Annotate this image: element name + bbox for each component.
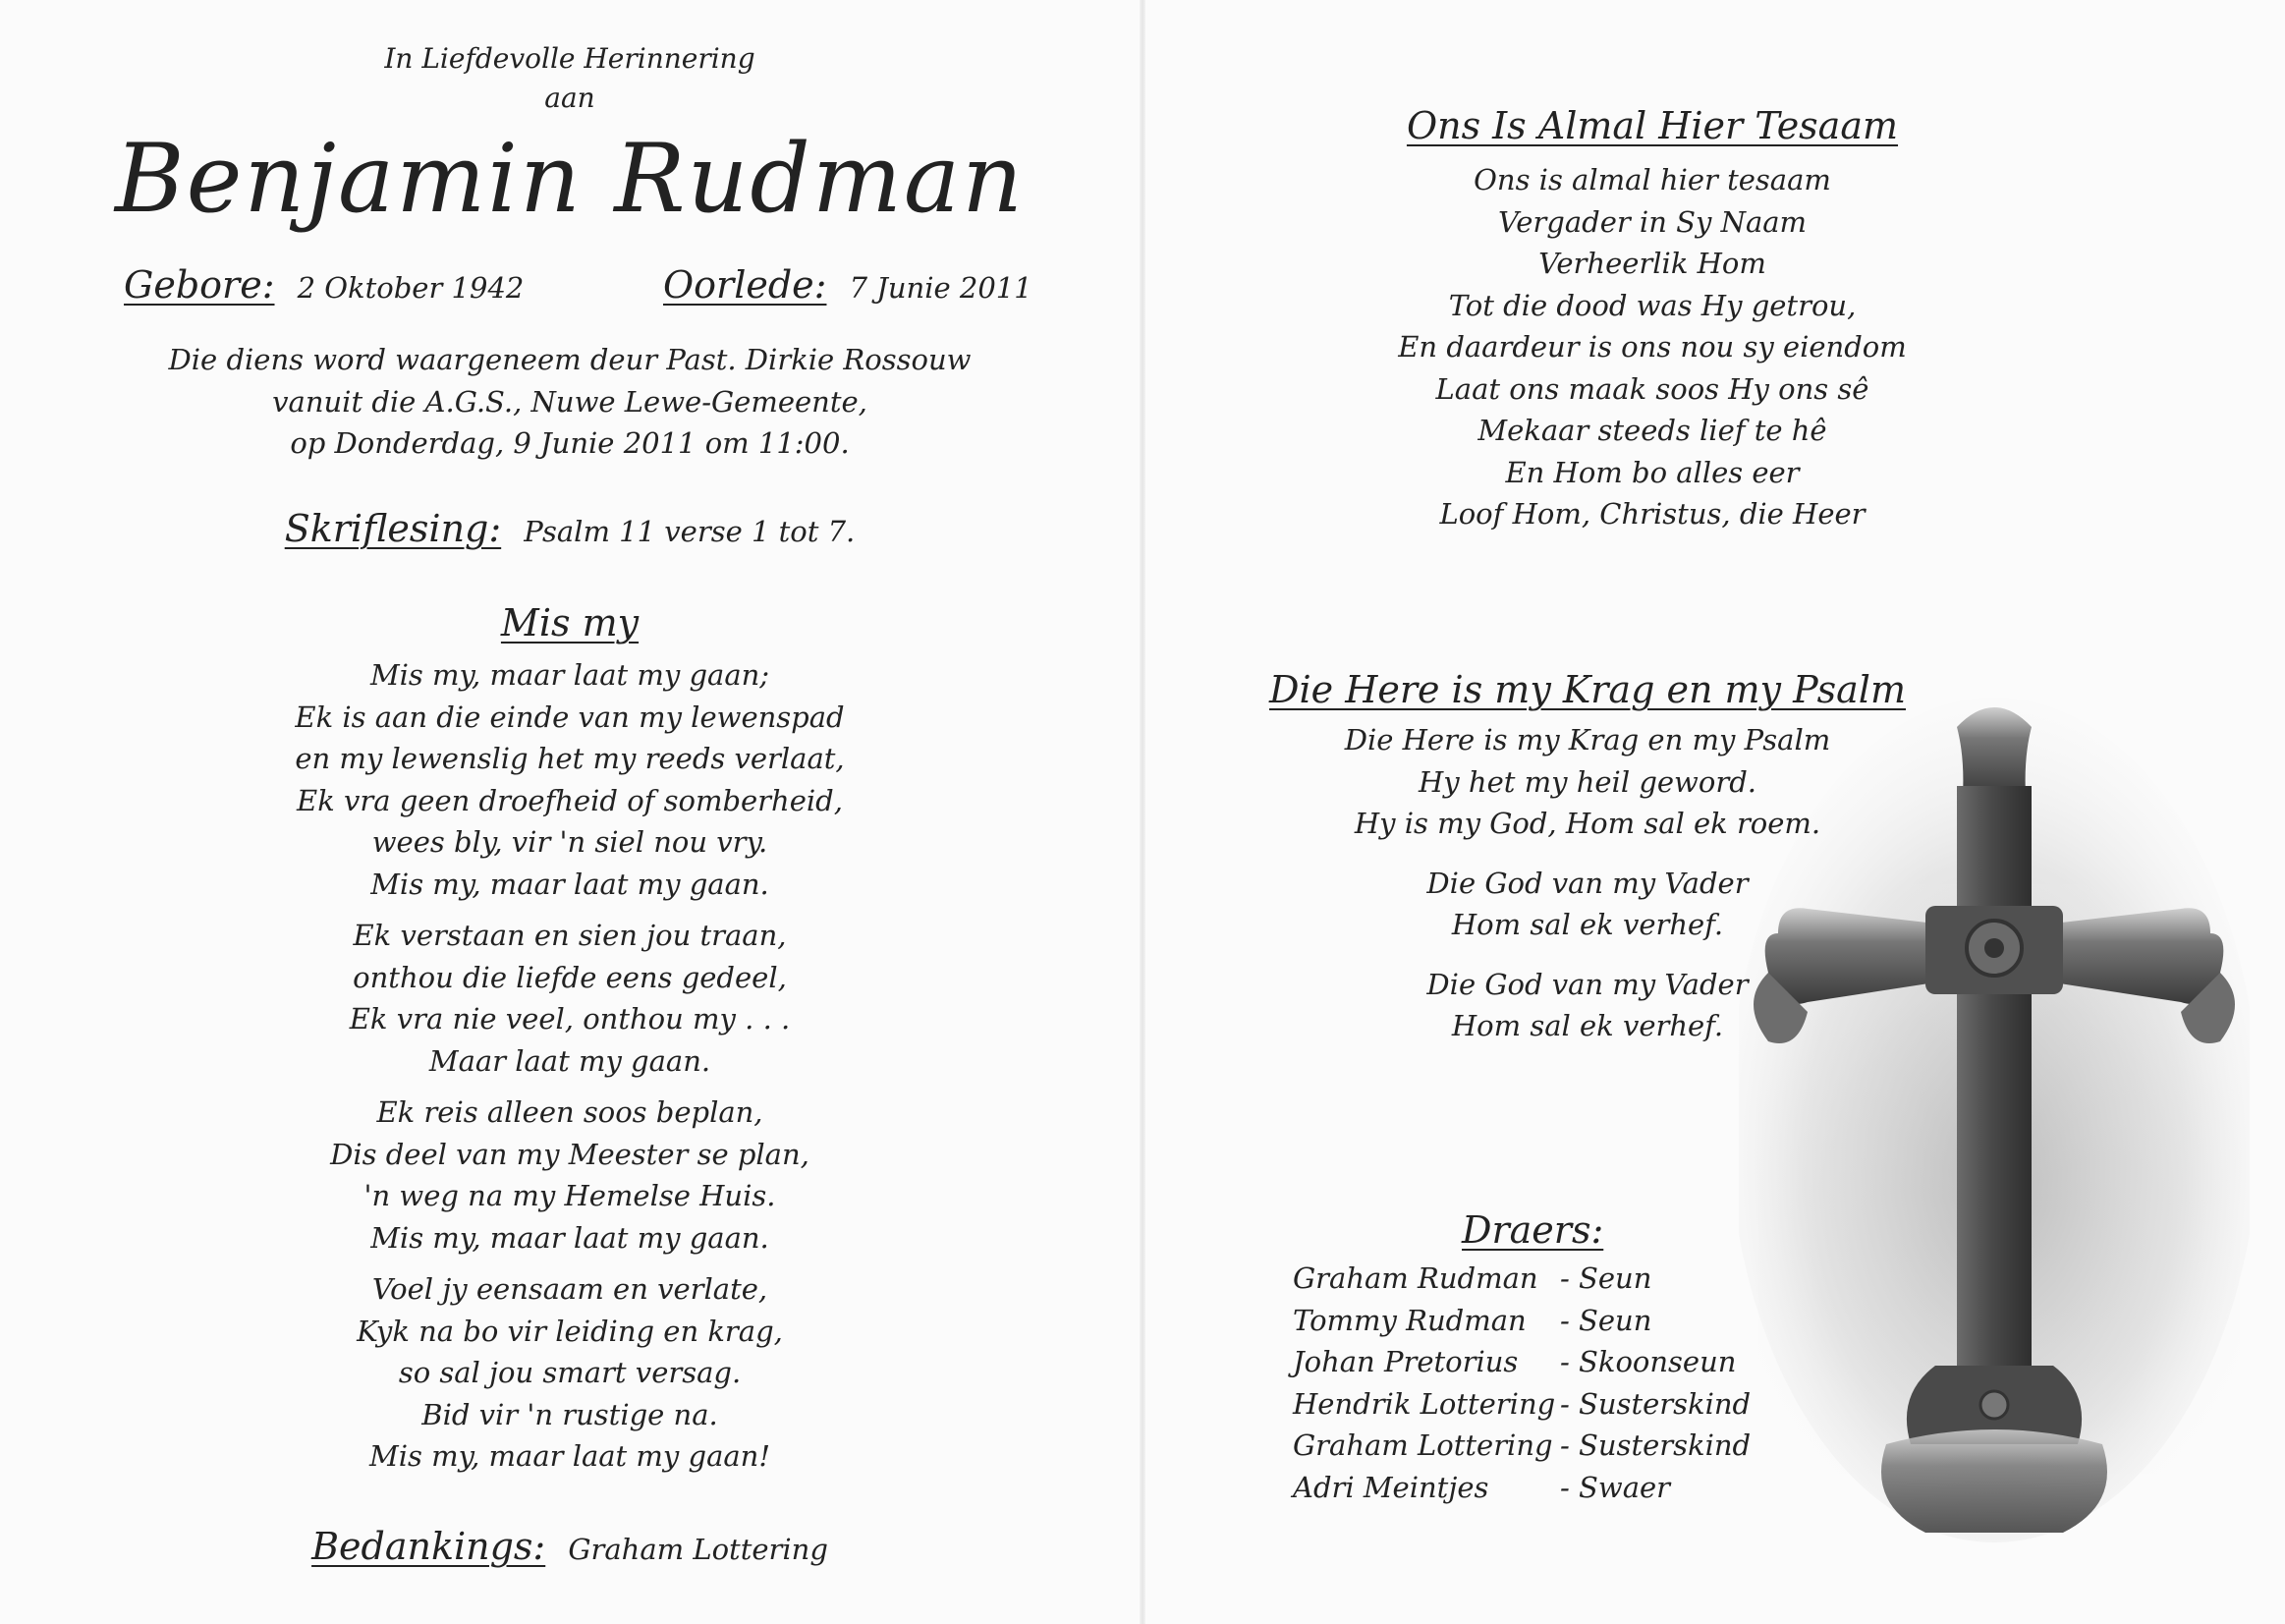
poem-body xyxy=(0,654,1140,1487)
bearer-name: Hendrik Lottering xyxy=(1293,1386,1556,1421)
song1-body xyxy=(1145,159,2159,535)
bearers-title: Draers: xyxy=(1462,1208,1604,1252)
poem-line: Maar laat my gaan. xyxy=(428,1043,711,1078)
song1-line: Verheerlik Hom xyxy=(1538,247,1766,280)
deceased-name: Benjamin Rudman xyxy=(115,124,1025,234)
dedication-line-2: aan xyxy=(544,82,595,114)
poem-stanza-2 xyxy=(0,915,1140,1082)
service-line: vanuit die A.G.S., Nuwe Lewe-Gemeente, xyxy=(272,384,867,419)
poem-line: Ek vra nie veel, onthou my . . . xyxy=(349,1002,791,1036)
service-line: op Donderdag, 9 Junie 2011 om 11:00. xyxy=(290,426,850,460)
dedication-line-1: In Liefdevolle Herinnering xyxy=(384,42,755,75)
song2-line: Die God van my Vader xyxy=(1426,967,1749,1001)
poem-line: Ek is aan die einde van my lewenspad xyxy=(295,700,845,734)
song2-line: Hom sal ek verhef. xyxy=(1451,908,1724,941)
bearer-row xyxy=(1293,1467,1766,1509)
song1-title: Ons Is Almal Hier Tesaam xyxy=(1406,104,1899,147)
song2-line: Die Here is my Krag en my Psalm xyxy=(1344,723,1831,756)
reading-label: Skriflesing: xyxy=(284,507,502,550)
song2-line: Hy is my God, Hom sal ek roem. xyxy=(1354,807,1821,840)
poem-line: Bid vir 'n rustige na. xyxy=(421,1397,718,1431)
poem-line: Kyk na bo vir leiding en krag, xyxy=(357,1314,783,1348)
died-label: Oorlede: xyxy=(663,263,827,307)
reading-text: Psalm 11 verse 1 tot 7. xyxy=(524,515,856,548)
poem-stanza-4 xyxy=(0,1268,1140,1478)
poem-line: wees bly, vir 'n siel nou vry. xyxy=(371,825,768,859)
song2-line: Hy het my heil geword. xyxy=(1419,764,1756,799)
bearer-name: Tommy Rudman xyxy=(1293,1303,1527,1337)
bearer-name: Graham Lottering xyxy=(1293,1428,1553,1462)
bearer-row xyxy=(1293,1383,1766,1426)
bearer-row xyxy=(1293,1341,1766,1383)
bearer-relation: - Swaer xyxy=(1560,1470,1671,1504)
song2-title: Die Here is my Krag en my Psalm xyxy=(1269,668,1906,711)
song2-stanza-3 xyxy=(1145,964,2030,1047)
poem-line: onthou die liefde eens gedeel, xyxy=(353,960,787,994)
born-date: 2 Oktober 1942 xyxy=(297,271,525,305)
song2-stanza-2 xyxy=(1145,863,2030,946)
poem-line: Mis my, maar laat my gaan; xyxy=(369,658,770,692)
poem-line: Ek verstaan en sien jou traan, xyxy=(353,919,787,952)
song2-stanza-1 xyxy=(1145,719,2030,845)
poem-line: so sal jou smart versag. xyxy=(398,1356,742,1389)
thanks-block xyxy=(0,1525,1140,1568)
born-block xyxy=(124,263,524,307)
bearer-relation: - Susterskind xyxy=(1560,1386,1752,1421)
poem-line: Ek vra geen droefheid of somberheid, xyxy=(297,783,843,817)
born-label: Gebore: xyxy=(124,263,275,307)
bearer-name: Adri Meintjes xyxy=(1293,1470,1489,1504)
poem-stanza-3 xyxy=(0,1092,1140,1259)
bearer-row xyxy=(1293,1300,1766,1342)
poem-line: 'n weg na my Hemelse Huis. xyxy=(363,1179,776,1212)
poem-stanza-1 xyxy=(0,654,1140,905)
song1-line: Vergader in Sy Naam xyxy=(1497,204,1808,239)
died-block xyxy=(663,263,1032,307)
poem-line: en my lewenslig het my reeds verlaat, xyxy=(295,742,845,775)
poem-line: Voel jy eensaam en verlate, xyxy=(371,1272,768,1306)
bearer-relation: - Skoonseun xyxy=(1560,1345,1737,1378)
poem-line: Ek reis alleen soos beplan, xyxy=(376,1095,763,1129)
bearer-relation: - Susterskind xyxy=(1560,1428,1752,1462)
song2-body xyxy=(1145,719,2030,1057)
bearer-row xyxy=(1293,1258,1766,1300)
died-date: 7 Junie 2011 xyxy=(849,271,1032,305)
song1-line: Mekaar steeds lief te hê xyxy=(1477,414,1827,447)
poem-line: Dis deel van my Meester se plan, xyxy=(330,1137,809,1171)
bearer-relation: - Seun xyxy=(1560,1303,1652,1337)
song2-line: Die God van my Vader xyxy=(1426,866,1749,900)
song1-line: En Hom bo alles eer xyxy=(1505,455,1800,489)
song2-line: Hom sal ek verhef. xyxy=(1451,1009,1724,1042)
poem-line: Mis my, maar laat my gaan. xyxy=(370,867,769,901)
thanks-label: Bedankings: xyxy=(311,1525,546,1568)
thanks-text: Graham Lottering xyxy=(568,1533,828,1566)
bearer-name: Johan Pretorius xyxy=(1293,1345,1519,1378)
song1-line: En daardeur is ons nou sy eiendom xyxy=(1398,330,1907,364)
song1-line: Loof Hom, Christus, die Heer xyxy=(1439,497,1866,531)
left-page xyxy=(0,0,1140,1624)
poem-line: Mis my, maar laat my gaan. xyxy=(370,1220,769,1255)
poem-title: Mis my xyxy=(500,601,640,644)
dedication xyxy=(0,39,1140,118)
bearer-row xyxy=(1293,1425,1766,1467)
service-details xyxy=(0,339,1140,465)
bearer-relation: - Seun xyxy=(1560,1261,1652,1295)
right-page xyxy=(1145,0,2285,1624)
reading-block xyxy=(0,507,1140,550)
song1-line: Ons is almal hier tesaam xyxy=(1474,163,1831,196)
service-line: Die diens word waargeneem deur Past. Dirkie Rossouw xyxy=(168,343,972,376)
song1-line: Laat ons maak soos Hy ons sê xyxy=(1435,371,1869,406)
song1-line: Tot die dood was Hy getrou, xyxy=(1448,288,1857,322)
bearer-name: Graham Rudman xyxy=(1293,1261,1538,1295)
bearers-list xyxy=(1293,1258,1766,1508)
poem-line: Mis my, maar laat my gaan! xyxy=(369,1439,770,1473)
